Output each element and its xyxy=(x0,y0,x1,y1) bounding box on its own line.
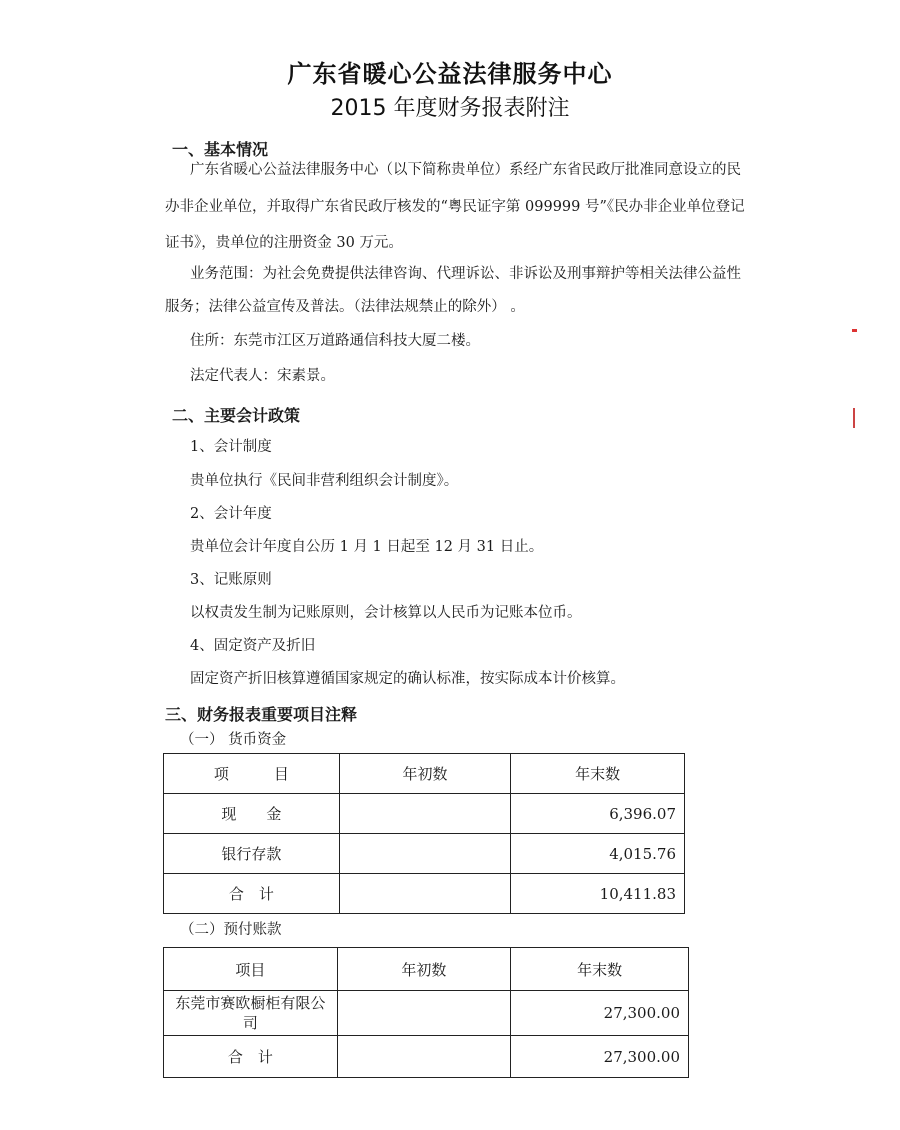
opening-cell xyxy=(339,874,511,914)
header-cell: 项 目 xyxy=(164,754,340,794)
policy-text-1: 贵单位执行《民间非营利组织会计制度》。 xyxy=(190,473,459,489)
section1-p1-line3: 证书》，贵单位的注册资金 30 万元。 xyxy=(165,235,403,251)
closing-cell: 27,300.00 xyxy=(511,1036,689,1078)
table-total-row xyxy=(164,874,685,914)
policy-text-3: 以权责发生制为记账原则，会计核算以人民币为记账本位币。 xyxy=(190,605,582,621)
section1-address: 住所：东莞市江区万道路通信科技大厦二楼。 xyxy=(190,333,480,349)
policy-label-3: 3、记账原则 xyxy=(190,572,272,588)
header-cell: 年初数 xyxy=(337,948,511,991)
closing-cell: 6,396.07 xyxy=(511,794,685,834)
item-cell: 现 金 xyxy=(164,794,340,834)
opening-cell xyxy=(337,991,511,1036)
table1-caption: （一） 货币资金 xyxy=(180,732,287,748)
header-cell: 年末数 xyxy=(511,948,689,991)
policy-text-2: 贵单位会计年度自公历 1 月 1 日起至 12 月 31 日止。 xyxy=(190,539,544,555)
table-header-row xyxy=(164,754,685,794)
policy-text-4: 固定资产折旧核算遵循国家规定的确认标准，按实际成本计价核算。 xyxy=(190,671,625,687)
table-row xyxy=(164,834,685,874)
item-cell: 东莞市赛欧橱柜有限公司 xyxy=(164,991,338,1036)
cash-table xyxy=(163,753,685,914)
section3-heading: 三、财务报表重要项目注释 xyxy=(165,705,358,724)
scan-mark xyxy=(852,329,857,332)
closing-cell: 10,411.83 xyxy=(511,874,685,914)
item-cell: 合 计 xyxy=(164,1036,338,1078)
section1-p2-line1: 业务范围：为社会免费提供法律咨询、代理诉讼、非诉讼及刑事辩护等相关法律公益性 xyxy=(190,266,741,282)
section1-heading: 一、基本情况 xyxy=(172,140,269,159)
opening-cell xyxy=(339,794,511,834)
item-cell: 银行存款 xyxy=(164,834,340,874)
page-title: 广东省暖心公益法律服务中心 xyxy=(287,60,613,88)
opening-cell xyxy=(339,834,511,874)
section1-legal-rep: 法定代表人：宋素景。 xyxy=(190,368,335,384)
header-cell: 项目 xyxy=(164,948,338,991)
section1-p1-line1: 广东省暖心公益法律服务中心（以下简称贵单位）系经广东省民政厅批准同意设立的民 xyxy=(190,162,741,178)
page-subtitle: 2015 年度财务报表附注 xyxy=(330,96,570,121)
policy-label-1: 1、会计制度 xyxy=(190,439,272,455)
table-row xyxy=(164,991,689,1036)
item-cell: 合 计 xyxy=(164,874,340,914)
section1-p2-line2: 服务；法律公益宣传及普法。（法律法规禁止的除外） 。 xyxy=(165,299,525,315)
section1-p1-line2: 办非企业单位，并取得广东省民政厅核发的“粤民证字第 099999 号”《民办非企业单位登记 xyxy=(165,199,745,215)
section2-heading: 二、主要会计政策 xyxy=(172,406,301,425)
scan-mark xyxy=(853,408,855,428)
prepayment-table xyxy=(163,947,689,1078)
header-cell: 年初数 xyxy=(339,754,511,794)
closing-cell: 4,015.76 xyxy=(511,834,685,874)
table-row xyxy=(164,794,685,834)
header-cell: 年末数 xyxy=(511,754,685,794)
policy-label-2: 2、会计年度 xyxy=(190,506,272,522)
table-total-row xyxy=(164,1036,689,1078)
opening-cell xyxy=(337,1036,511,1078)
table2-caption: （二）预付账款 xyxy=(180,922,282,938)
policy-label-4: 4、固定资产及折旧 xyxy=(190,638,316,654)
table-header-row xyxy=(164,948,689,991)
closing-cell: 27,300.00 xyxy=(511,991,689,1036)
